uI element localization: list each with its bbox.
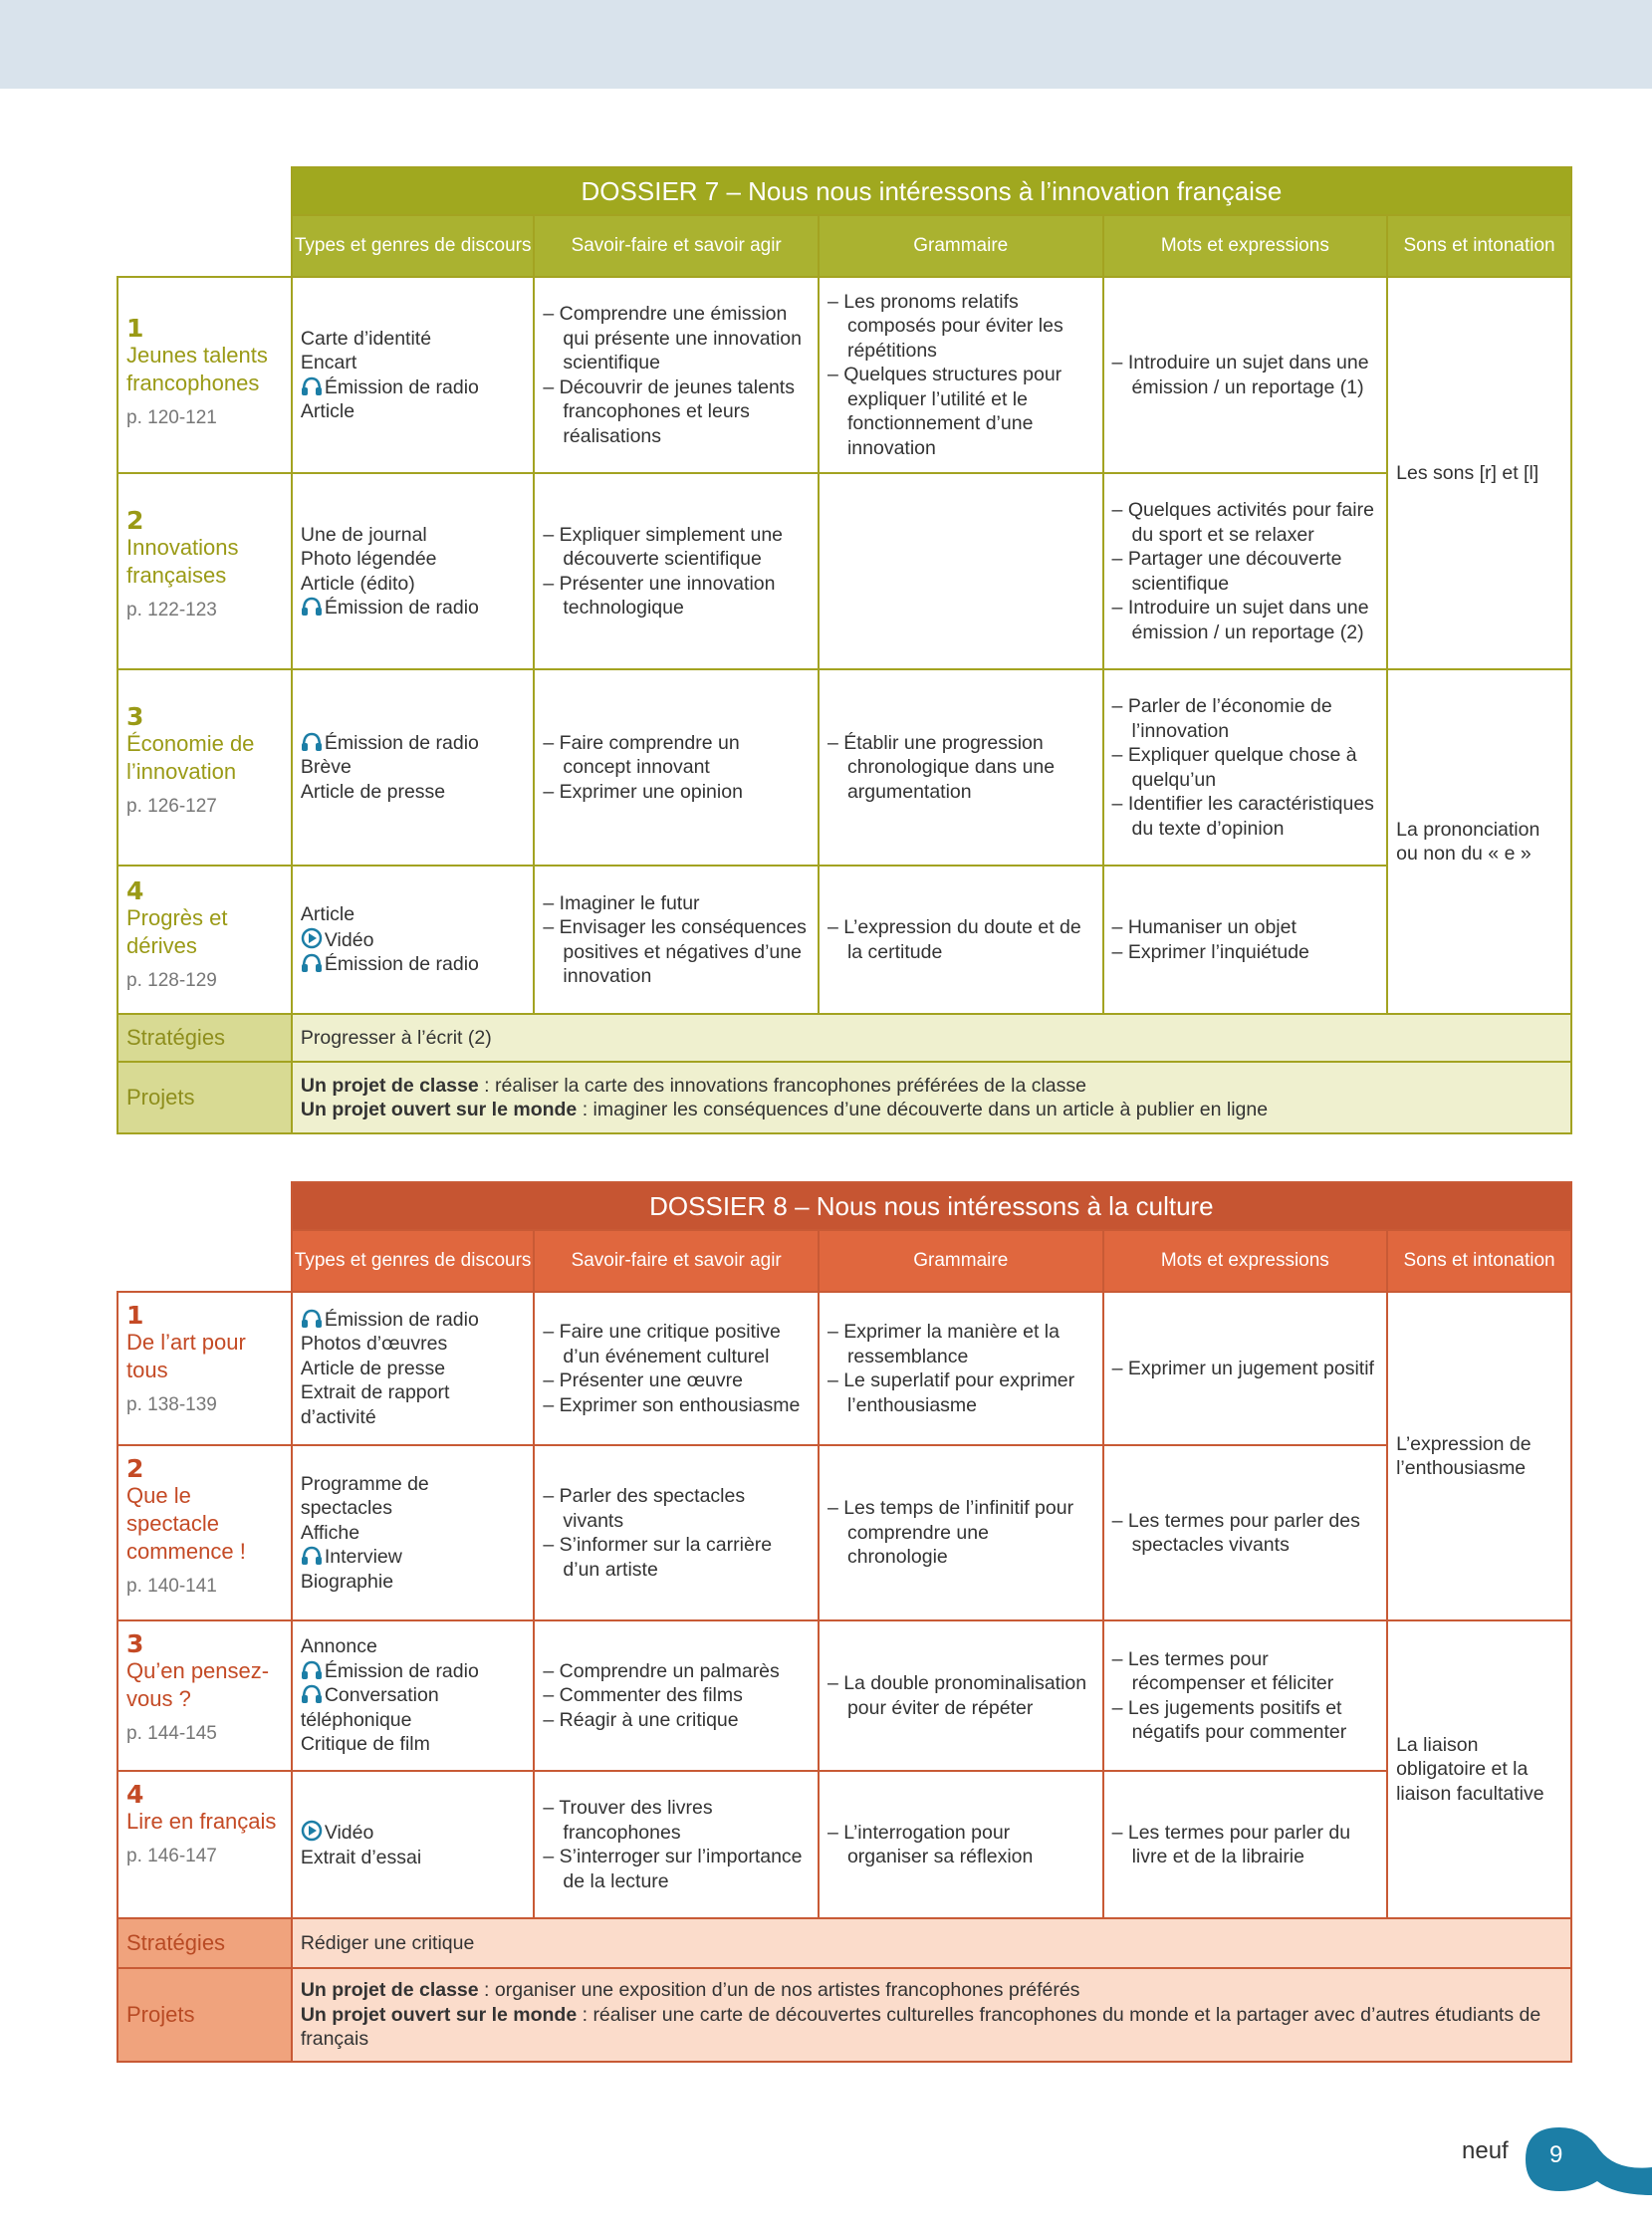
projets-label: Projets bbox=[118, 1062, 292, 1133]
headphones-icon bbox=[301, 1684, 323, 1704]
mots-cell: – Les termes pour parler du livre et de la librairie bbox=[1103, 1771, 1388, 1918]
projets-text: Un projet de classe : organiser une exposition d’un de nos artistes francophones préférés Un projet ouvert sur le monde : réaliser une carte de découvertes culturelles francophones du monde et la partager avec d’autres étudiants de français bbox=[292, 1968, 1571, 2062]
col-grammaire: Grammaire bbox=[819, 1230, 1103, 1292]
types-cell: Article Vidéo Émission de radio bbox=[292, 866, 534, 1014]
lesson-1: 1 De l’art pour tous p. 138-139 bbox=[118, 1292, 292, 1445]
grammaire-cell: – Les temps de l’infinitif pour comprendre une chronologie bbox=[819, 1445, 1103, 1620]
projets-text: Un projet de classe : réaliser la carte des innovations francophones préférées de la classe Un projet ouvert sur le monde : imaginer les conséquences d’une découverte dans un article à publier en ligne bbox=[292, 1062, 1571, 1133]
types-cell: Une de journal Photo légendée Article (édito) Émission de radio bbox=[292, 473, 534, 669]
lesson-row bbox=[118, 277, 1571, 473]
sons-cell: La prononciation ou non du « e » bbox=[1387, 669, 1571, 1014]
lesson-2: 2 Que le spectacle commence ! p. 140-141 bbox=[118, 1445, 292, 1620]
lesson-row bbox=[118, 866, 1571, 1014]
dossier-title: DOSSIER 7 – Nous nous intéressons à l’innovation française bbox=[292, 167, 1571, 215]
grammaire-cell: – Établir une progression chronologique dans une argumentation bbox=[819, 669, 1103, 866]
types-cell: Carte d’identité Encart Émission de radio Article bbox=[292, 277, 534, 473]
page-word: neuf bbox=[1462, 2137, 1509, 2164]
play-circle-icon bbox=[301, 927, 323, 949]
mots-cell: – Les termes pour récompenser et féliciter – Les jugements positifs et négatifs pour commenter bbox=[1103, 1620, 1388, 1771]
grammaire-cell: – L’interrogation pour organiser sa réflexion bbox=[819, 1771, 1103, 1918]
mots-cell: – Les termes pour parler des spectacles vivants bbox=[1103, 1445, 1388, 1620]
col-types: Types et genres de discours bbox=[292, 215, 534, 277]
headphones-icon bbox=[301, 1546, 323, 1566]
col-sons: Sons et intonation bbox=[1387, 1230, 1571, 1292]
grammaire-cell: – Les pronoms relatifs composés pour éviter les répétitions – Quelques structures pour expliquer l’utilité et le fonctionnement d’une innovation bbox=[819, 277, 1103, 473]
savoir-cell: – Faire une critique positive d’un événement culturel – Présenter une œuvre – Exprimer son enthousiasme bbox=[534, 1292, 819, 1445]
grammaire-cell bbox=[819, 473, 1103, 669]
mots-cell: – Humaniser un objet – Exprimer l’inquiétude bbox=[1103, 866, 1388, 1014]
savoir-cell: – Comprendre un palmarès – Commenter des films – Réagir à une critique bbox=[534, 1620, 819, 1771]
lesson-3: 3 Économie de l’innovation p. 126-127 bbox=[118, 669, 292, 866]
headphones-icon bbox=[301, 953, 323, 973]
lesson-1: 1 Jeunes talents francophones p. 120-121 bbox=[118, 277, 292, 473]
play-circle-icon bbox=[301, 1820, 323, 1842]
strategies-text: Progresser à l’écrit (2) bbox=[292, 1014, 1571, 1062]
grammaire-cell: – La double pronominalisation pour éviter de répéter bbox=[819, 1620, 1103, 1771]
types-cell: Émission de radio Photos d’œuvres Article de presse Extrait de rapport d’activité bbox=[292, 1292, 535, 1445]
projets-row bbox=[118, 1062, 1571, 1133]
projets-label: Projets bbox=[118, 1968, 292, 2062]
dossier-title: DOSSIER 8 – Nous nous intéressons à la culture bbox=[292, 1182, 1571, 1230]
grammaire-cell: – Exprimer la manière et la ressemblance – Le superlatif pour exprimer l’enthousiasme bbox=[819, 1292, 1103, 1445]
headphones-icon bbox=[301, 1309, 323, 1329]
strategies-label: Stratégies bbox=[118, 1918, 292, 1968]
lesson-3: 3 Qu’en pensez-vous ? p. 144-145 bbox=[118, 1620, 292, 1771]
types-cell: Émission de radio Brève Article de presse bbox=[292, 669, 534, 866]
header-band bbox=[0, 0, 1652, 89]
page-number: 9 bbox=[1549, 2141, 1563, 2168]
savoir-cell: – Trouver des livres francophones – S’interroger sur l’importance de la lecture bbox=[534, 1771, 819, 1918]
lesson-4: 4 Lire en français p. 146-147 bbox=[118, 1771, 292, 1918]
col-mots: Mots et expressions bbox=[1103, 1230, 1388, 1292]
page-badge-shape bbox=[1526, 2123, 1652, 2195]
savoir-cell: – Faire comprendre un concept innovant – Exprimer une opinion bbox=[534, 669, 819, 866]
mots-cell: – Parler de l’économie de l’innovation – Expliquer quelque chose à quelqu’un – Identifier les caractéristiques du texte d’opinion bbox=[1103, 669, 1388, 866]
lesson-2: 2 Innovations françaises p. 122-123 bbox=[118, 473, 292, 669]
projets-row bbox=[118, 1968, 1571, 2062]
strategies-row bbox=[118, 1918, 1571, 1968]
lesson-row bbox=[118, 1771, 1571, 1918]
headphones-icon bbox=[301, 732, 323, 752]
lesson-row bbox=[118, 473, 1571, 669]
mots-cell: – Introduire un sujet dans une émission / un reportage (1) bbox=[1103, 277, 1388, 473]
savoir-cell: – Comprendre une émission qui présente une innovation scientifique – Découvrir de jeunes talents francophones et leurs réalisations bbox=[534, 277, 819, 473]
col-grammaire: Grammaire bbox=[819, 215, 1103, 277]
lesson-row bbox=[118, 1445, 1571, 1620]
headphones-icon bbox=[301, 376, 323, 396]
sons-cell: Les sons [r] et [l] bbox=[1387, 277, 1571, 669]
lesson-row bbox=[118, 1292, 1571, 1445]
col-sons: Sons et intonation bbox=[1387, 215, 1571, 277]
dossier-7-table bbox=[117, 166, 1572, 1134]
strategies-label: Stratégies bbox=[118, 1014, 292, 1062]
col-savoir: Savoir-faire et savoir agir bbox=[534, 1230, 819, 1292]
types-cell: Programme de spectacles Affiche Interview Biographie bbox=[292, 1445, 535, 1620]
types-cell: Annonce Émission de radio Conversation téléphonique Critique de film bbox=[292, 1620, 535, 1771]
col-mots: Mots et expressions bbox=[1103, 215, 1388, 277]
lesson-row bbox=[118, 669, 1571, 866]
savoir-cell: – Expliquer simplement une découverte scientifique – Présenter une innovation technologique bbox=[534, 473, 819, 669]
col-types: Types et genres de discours bbox=[292, 1230, 535, 1292]
col-savoir: Savoir-faire et savoir agir bbox=[534, 215, 819, 277]
dossier-8-table bbox=[117, 1181, 1572, 2063]
page-number-badge bbox=[1526, 2123, 1652, 2195]
lesson-row bbox=[118, 1620, 1571, 1771]
strategies-text: Rédiger une critique bbox=[292, 1918, 1571, 1968]
headphones-icon bbox=[301, 1660, 323, 1680]
types-cell: Vidéo Extrait d’essai bbox=[292, 1771, 535, 1918]
sons-cell: L’expression de l’enthousiasme bbox=[1387, 1292, 1571, 1620]
grammaire-cell: – L’expression du doute et de la certitude bbox=[819, 866, 1103, 1014]
sons-cell: La liaison obligatoire et la liaison facultative bbox=[1387, 1620, 1571, 1918]
savoir-cell: – Parler des spectacles vivants – S’informer sur la carrière d’un artiste bbox=[534, 1445, 819, 1620]
lesson-4: 4 Progrès et dérives p. 128-129 bbox=[118, 866, 292, 1014]
mots-cell: – Exprimer un jugement positif bbox=[1103, 1292, 1388, 1445]
savoir-cell: – Imaginer le futur – Envisager les conséquences positives et négatives d’une innovation bbox=[534, 866, 819, 1014]
strategies-row bbox=[118, 1014, 1571, 1062]
headphones-icon bbox=[301, 597, 323, 617]
mots-cell: – Quelques activités pour faire du sport et se relaxer – Partager une découverte scientifique – Introduire un sujet dans une émission / un reportage (2) bbox=[1103, 473, 1388, 669]
